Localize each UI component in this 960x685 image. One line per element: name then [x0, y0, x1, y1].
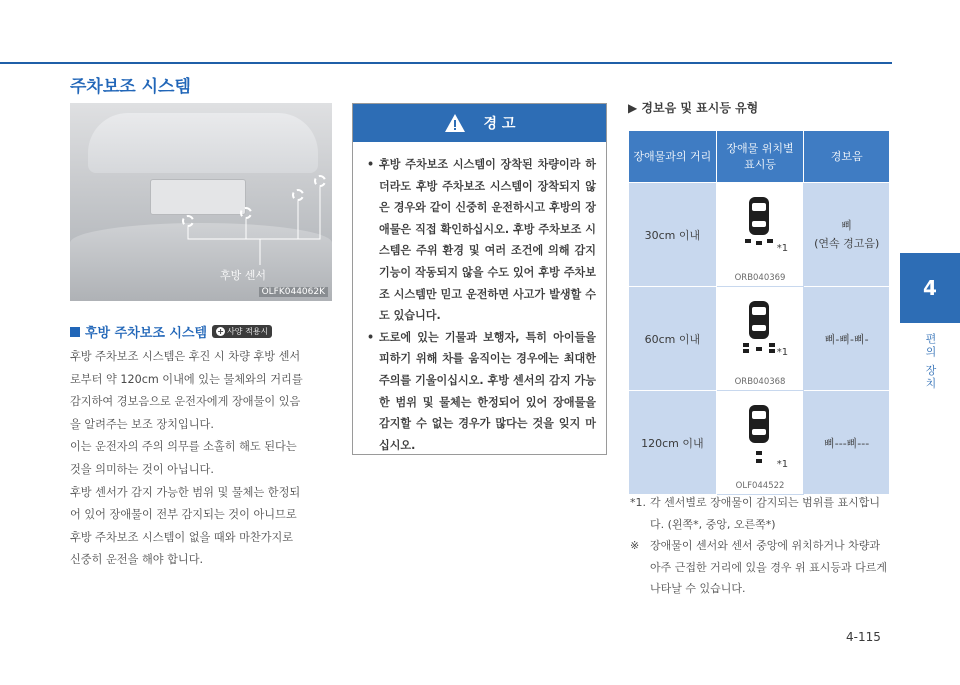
warning-header: [353, 104, 606, 142]
image-code: OLF044522: [735, 480, 785, 491]
right-heading: ▶ 경보음 및 표시등 유형: [628, 101, 759, 115]
body-line: 후방 주차보조 시스템이 없을 때와 마찬가지로: [70, 530, 294, 544]
note-text: 장애물이 센서와 센서 중앙에 위치하거나 차량과 아주 근접한 거리에 있을 경우 위 표시등과 다르게 나타날 수 있습니다.: [650, 539, 887, 595]
distance-cell: 30cm 이내: [629, 183, 717, 287]
table-header: 장애물과의 거리: [629, 131, 717, 183]
indicator-mark: *1: [776, 242, 789, 254]
body-line: 로부터 약 120cm 이내에 있는 물체와의 거리를: [70, 372, 303, 386]
warning-list: [353, 142, 606, 456]
warning-box: [352, 103, 607, 455]
image-code: ORB040368: [734, 376, 786, 387]
table-header: 장애물 위치별 표시등: [716, 131, 804, 183]
table-row: [629, 183, 890, 287]
table-header-row: [629, 131, 890, 183]
distance-cell: 120cm 이내: [629, 391, 717, 495]
table-row: [629, 391, 890, 495]
page-number: 4-115: [846, 630, 881, 644]
alert-table: [628, 130, 890, 495]
plus-icon: +: [217, 327, 224, 336]
option-badge: [212, 325, 272, 338]
option-badge-label: 사양 적용시: [227, 327, 269, 336]
square-bullet-icon: [70, 327, 80, 337]
body-line: 을 알려주는 보조 장치입니다.: [70, 417, 214, 431]
indicator-cell: [716, 391, 804, 495]
note-mark: *1.: [630, 496, 646, 509]
sub-heading-title: 후방 주차보조 시스템: [85, 326, 208, 341]
chapter-label: 편의 장치: [924, 333, 937, 391]
sub-heading: [70, 322, 272, 341]
note-item: [628, 492, 890, 535]
warning-item: • 도로에 있는 기물과 보행자, 특히 아이들을 피하기 위해 차를 움직이는 경우에는 최대한 주의를 기울이십시오. 후방 센서의 감지 가능한 범위 및 물체는 한정되어 있어 장애물을 감지할 수 없는 경우가 많다는 것을 잊지 마십시오.: [367, 327, 596, 457]
sound-cell: 삐---삐---: [804, 391, 890, 495]
table-header: 경보음: [804, 131, 890, 183]
photo-label: 후방 센서: [220, 269, 267, 282]
indicator-mark: *1: [776, 346, 789, 358]
sound-cell: 삐-삐-삐-: [804, 287, 890, 391]
table-row: [629, 287, 890, 391]
body-text: [70, 346, 334, 572]
note-mark: ※: [630, 539, 640, 552]
rear-sensor-photo: [70, 103, 332, 301]
body-line: 감지하여 경보음으로 운전자에게 장애물이 있음: [70, 395, 301, 409]
body-line: 어 있어 장애물이 전부 감지되는 것이 아니므로: [70, 508, 297, 522]
indicator-mark: *1: [776, 458, 789, 470]
body-line: 이는 운전자의 주의 의무를 소홀히 해도 된다는: [70, 440, 297, 454]
warning-triangle-icon: [444, 113, 466, 133]
distance-cell: 60cm 이내: [629, 287, 717, 391]
photo-code: OLFK044062K: [259, 287, 328, 297]
warning-title: 경 고: [483, 116, 516, 132]
note-text: 각 센서별로 장애물이 감지되는 범위를 표시합니다. (왼쪽*, 중앙, 오른쪽*): [650, 496, 881, 531]
note-item: [628, 535, 890, 600]
warning-item: • 후방 주차보조 시스템이 장착된 차량이라 하더라도 후방 주차보조 시스템이 장착되지 않은 경우와 같이 신중히 운전하시고 후방의 장애물은 직접 확인하십시오. 후방 주차보조 시스템은 주위 환경 및 여러 조건에 의해 감지기능이 작동되지 않을 수도 있어 후방 주차보조 시스템만 믿고 운전하면 사고가 발생할 수도 있습니다.: [367, 154, 596, 327]
section-title: 주차보조 시스템: [70, 77, 191, 97]
indicator-cell: [716, 287, 804, 391]
image-code: ORB040369: [734, 272, 786, 283]
sound-cell: 삐 (연속 경고음): [804, 183, 890, 287]
table-notes: [628, 492, 890, 600]
chapter-tab[interactable]: 4: [900, 253, 960, 323]
top-rule: [0, 62, 892, 64]
body-line: 신중히 운전을 해야 합니다.: [70, 553, 204, 567]
body-line: 것을 의미하는 것이 아닙니다.: [70, 462, 214, 476]
body-line: 후방 센서가 감지 가능한 범위 및 물체는 한정되: [70, 485, 301, 499]
body-line: 후방 주차보조 시스템은 후진 시 차량 후방 센서: [70, 350, 301, 363]
indicator-cell: [716, 183, 804, 287]
sensor-callout-lines: [70, 103, 332, 301]
